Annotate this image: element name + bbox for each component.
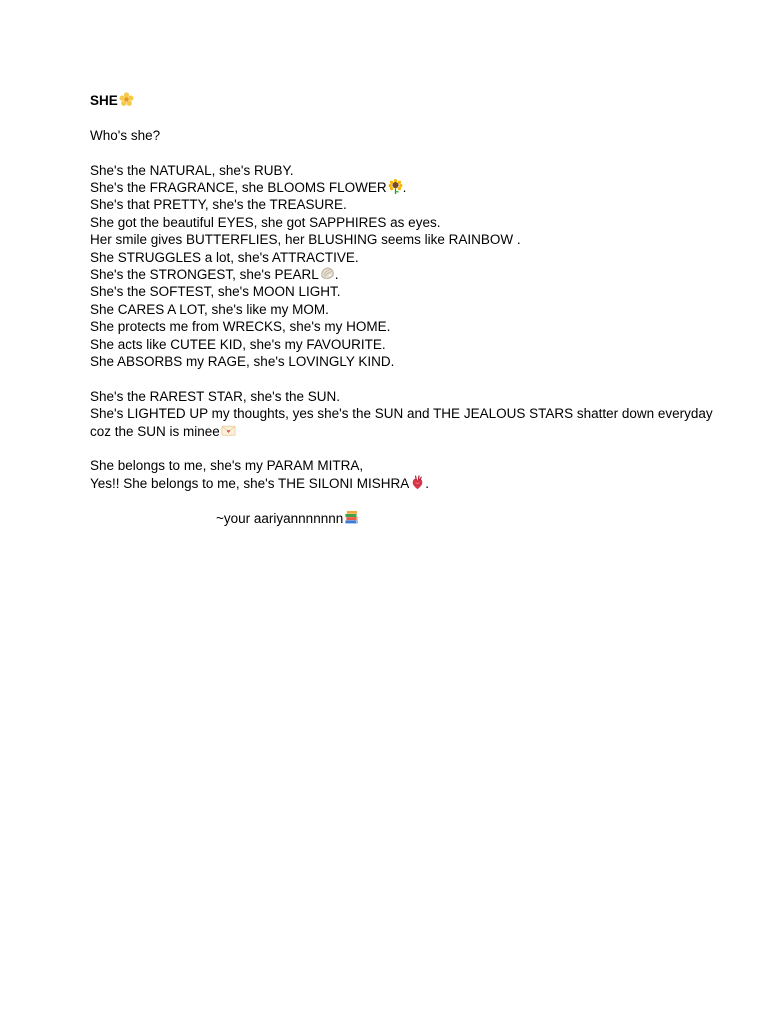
poem-line: She's the STRONGEST, she's PEARL . [90,267,339,283]
stanza-3 [90,457,730,492]
poem-line: She got the beautiful EYES, she got SAPPHIRES as eyes. [90,214,441,230]
stanza-2 [90,388,730,440]
sunflower-icon [388,179,403,194]
poem-line: She belongs to me, she's my PARAM MITRA, [90,458,364,474]
poem-line: She STRUGGLES a lot, she's ATTRACTIVE. [90,249,359,265]
poem-line: She protects me from WRECKS, she's my HOME. [90,319,391,335]
poem-title [90,92,730,109]
poem-line: She's LIGHTED UP my thoughts, yes she's the SUN and THE JEALOUS STARS shatter down everyday coz the SUN is minee [90,406,713,439]
love-letter-icon [221,423,236,438]
poem-line: She's the SOFTEST, she's MOON LIGHT. [90,284,341,300]
stanza-gap [90,370,730,387]
poem-line: Her smile gives BUTTERFLIES, her BLUSHING seems like RAINBOW . [90,232,521,248]
poem-title-text: SHE [90,93,118,108]
anatomical-heart-icon [410,475,425,490]
stanza-gap [90,492,730,509]
books-icon [344,510,359,525]
poem-line: She's that PRETTY, she's the TREASURE. [90,197,347,213]
stanza-gap [90,144,730,161]
oyster-icon [320,266,335,281]
poem-question: Who's she? [90,127,161,143]
stanza-gap [90,440,730,457]
poem-line: She ABSORBS my RAGE, she's LOVINGLY KIND. [90,354,395,370]
poem-line: She's the RAREST STAR, she's the SUN. [90,388,341,404]
signature-text: ~your aariyannnnnnn [216,510,344,526]
poem-line: She CARES A LOT, she's like my MOM. [90,301,329,317]
stanza-1 [90,162,730,371]
poem-line: She's the FRAGRANCE, she BLOOMS FLOWER . [90,179,407,195]
document-page [90,92,730,527]
signature [90,510,730,527]
poem-line: She acts like CUTEE KID, she's my FAVOURITE. [90,336,386,352]
blossom-icon [119,92,134,107]
poem-line: Yes!! She belongs to me, she's THE SILONI MISHRA . [90,475,429,491]
poem-line: She's the NATURAL, she's RUBY. [90,162,294,178]
